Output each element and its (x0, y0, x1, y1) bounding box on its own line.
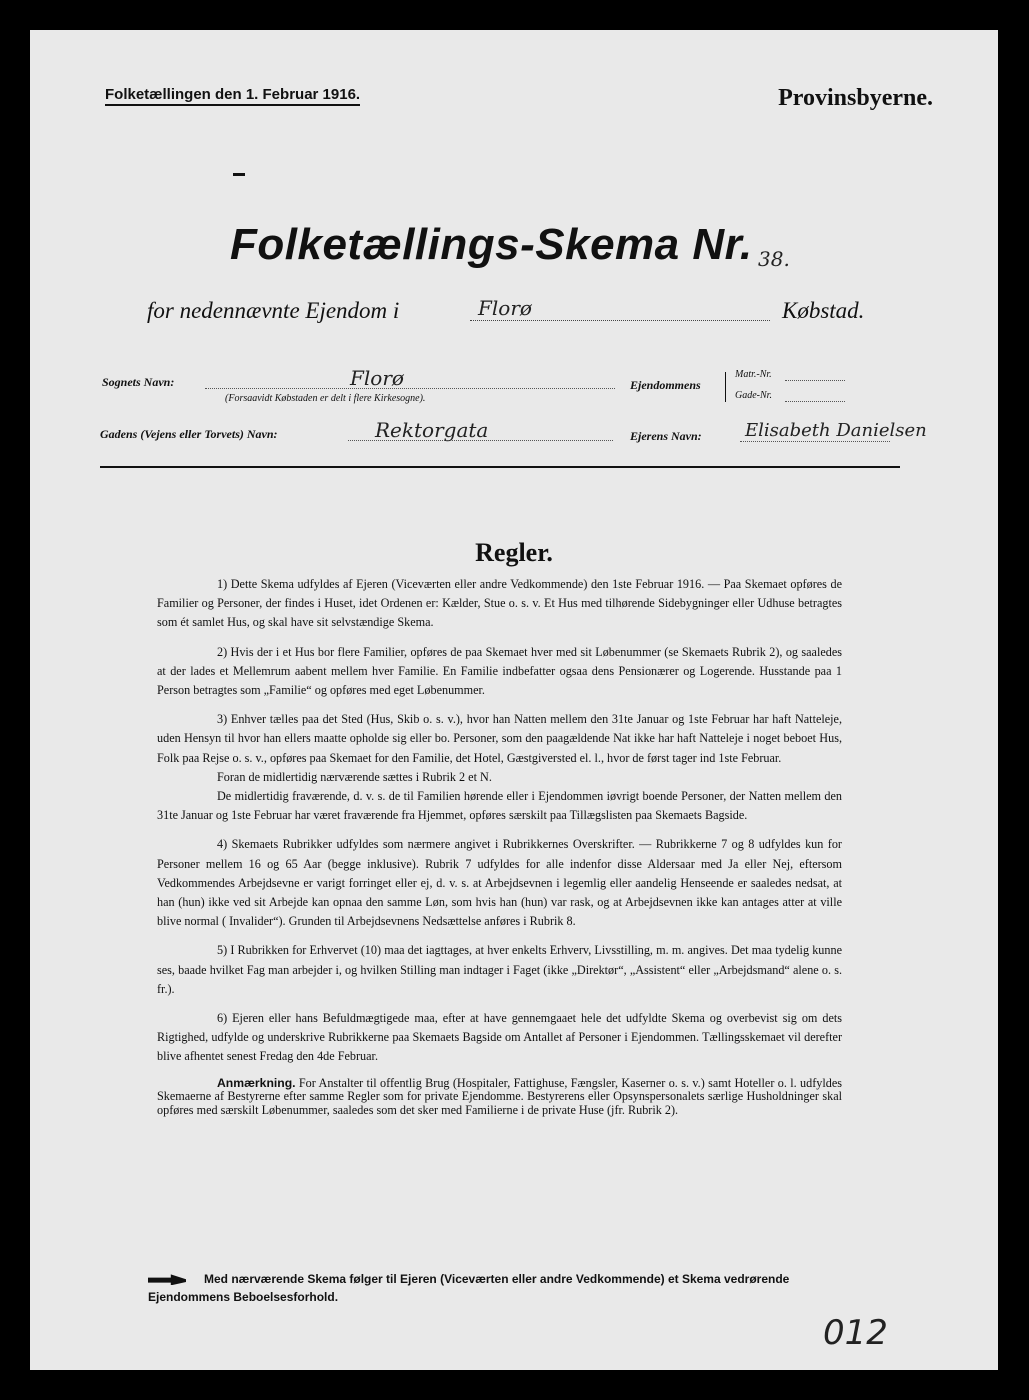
region-label: Provinsbyerne. (778, 85, 933, 111)
ejendom-label: Ejendommens (630, 378, 701, 392)
form-number: 38. (758, 247, 790, 271)
rule-1: 1) Dette Skema udfyldes af Ejeren (Viceværten eller andre Vedkommende) den 1ste Februar 1916. — Paa Skemaet opføres de Familier og Personer, der findes i Huset, idet Ordenen er: Kælder, Stue o. s. v. Et Hus med tilhørende Sidebygninger eller Udhuse betragtes som ét samlet Hus, og skal have sit selvstændige Skema. (157, 577, 842, 630)
bottom-note-text: Med nærværende Skema følger til Ejeren (Viceværten eller andre Vedkommende) et Skema vedrørende Ejendommens Beboelsesforhold. (148, 1272, 790, 1304)
census-form-sheet (30, 30, 998, 1370)
pointing-hand-icon (148, 1274, 186, 1285)
town-handwritten: Florø (478, 296, 532, 320)
rule-3-foran: Foran de midlertidig nærværende sættes i Rubrik 2 et N. (217, 769, 492, 784)
gade-nr-label: Gade-Nr. (735, 390, 772, 401)
gade-value: Rektorgata (375, 418, 489, 442)
anmaerkning-text: For Anstalter til offentlig Brug (Hospitaler, Fattighuse, Fængsler, Kaserner o. s. v.) samt Hoteller o. l. udfyldes Skemaerne af Bestyrerne efter samme Regler som for private Ejendomme. Bestyrerens eller Opsynspersonalets særlige Husholdninger skal opføres med særskilt Løbenummer, saaledes som det sker med Familierne i de private Huse (jfr. Rubrik 2). (157, 1075, 842, 1117)
gade-dotted-line (348, 440, 613, 441)
rule-3: 3) Enhver tælles paa det Sted (Hus, Skib o. s. v.), hvor han Natten mellem den 31te Januar og 1ste Februar har haft Natteleje, uden Hensyn til hvor han ellers maatte opholde sig eller bo. Personer, som den paagældende Nat ikke har haft Natteleje i noget beboet Hus, Folk paa Rejse o. s. v., opføres paa Skemaet for den Familie, det Hotel, Gæstgiversted el. l., hvor de først tager ind 1ste Februar. (157, 712, 842, 765)
sogn-value: Florø (350, 366, 404, 390)
matr-dotted-line (785, 380, 845, 381)
rule-5: 5) I Rubrikken for Erhvervet (10) maa det iagttages, at hver enkelts Erhverv, Livsstilling, m. m. angives. Det maa tydelig kunne ses, baade hvilket Fag man arbejder i, og hvilken Stilling man indtager i Faget (ikke „Direktør“, „Assistent“ eller „Arbejdsmand“ alene o. s. fr.). (157, 943, 842, 996)
town-dotted-line (470, 320, 770, 321)
ejendom-brace (725, 372, 726, 402)
sogn-note: (Forsaavidt Købstaden er delt i flere Kirkesogne). (225, 393, 426, 404)
eier-value: Elisabeth Danielsen (745, 420, 927, 441)
anmaerkning-label: Anmærkning. (217, 1075, 296, 1090)
sogn-label: Sognets Navn: (102, 375, 175, 389)
rules-heading: Regler. (475, 538, 553, 567)
anmaerkning (157, 1077, 842, 1118)
eier-dotted-line (740, 441, 890, 442)
rules-body (157, 575, 842, 1127)
rule-4: 4) Skemaets Rubrikker udfyldes som nærmere angivet i Rubrikkernes Overskrifter. — Rubrikkerne 7 og 8 udfyldes kun for Personer mellem 16 og 65 Aar (begge inklusive). Rubrik 7 udfyldes for alle indenfor disse Aldersaar med Ja eller Nej, eftersom Vedkommendes Arbejdsevne er varigt forringet eller ej, d. v. s. at Arbejdsevnen i legemlig eller aandelig Henseende er saaledes nedsat, at han (hun) ikke ved sit Arbejde kan opnaa den samme Løn, som hvis han (hun) var rask, og at Arbejdsevnen ikke kan antages atter at ville blive normal ( Invalider“). Grunden til Arbejdsevnens Nedsættelse anføres i Rubrik 8. (157, 837, 842, 929)
header-divider (100, 466, 900, 468)
gade-nr-dotted-line (785, 401, 845, 402)
dash-mark (233, 173, 245, 176)
form-title: Folketællings-Skema Nr. (230, 220, 753, 269)
census-date-label: Folketællingen den 1. Februar 1916. (105, 85, 360, 106)
eier-label: Ejerens Navn: (630, 429, 702, 443)
sogn-dotted-line (205, 388, 615, 389)
rule-6: 6) Ejeren eller hans Befuldmægtigede maa, efter at have gennemgaaet hele det udfyldte Skema og overbevist sig om dets Rigtighed, udfylde og underskrive Rubrikkerne paa Skemaets Bagside om Antallet af Personer i Ejendommen. Tællingsskemaet vil derefter blive afhentet senest Fredag den 4de Februar. (157, 1011, 842, 1064)
matr-label: Matr.-Nr. (735, 369, 772, 380)
subline-suffix: Købstad. (782, 298, 865, 323)
gade-label: Gadens (Vejens eller Torvets) Navn: (100, 427, 278, 441)
subline-prefix: for nedennævnte Ejendom i (147, 298, 400, 323)
page-number: 012 (823, 1313, 888, 1353)
rule-2: 2) Hvis der i et Hus bor flere Familier, opføres de paa Skemaet hver med sit Løbenummer (se Skemaets Rubrik 2), og saaledes at der lades et Mellemrum aabent mellem hver Familie. En Familie indbefatter ogsaa dens Pensionærer og Logerende. Husstande paa 1 Person betragtes som „Familie“ og opføres med eget Løbenummer. (157, 644, 842, 698)
bottom-note (148, 1270, 848, 1306)
rule-3-fravaerende: De midlertidig fraværende, d. v. s. de til Familien hørende eller i Ejendommen iøvrigt boende Personer, der Natten mellem den 31te Januar og 1ste Februar har været fraværende fra Hjemmet, opføres særskilt paa Tillægslisten paa Skemaets Bagside. (157, 789, 842, 823)
